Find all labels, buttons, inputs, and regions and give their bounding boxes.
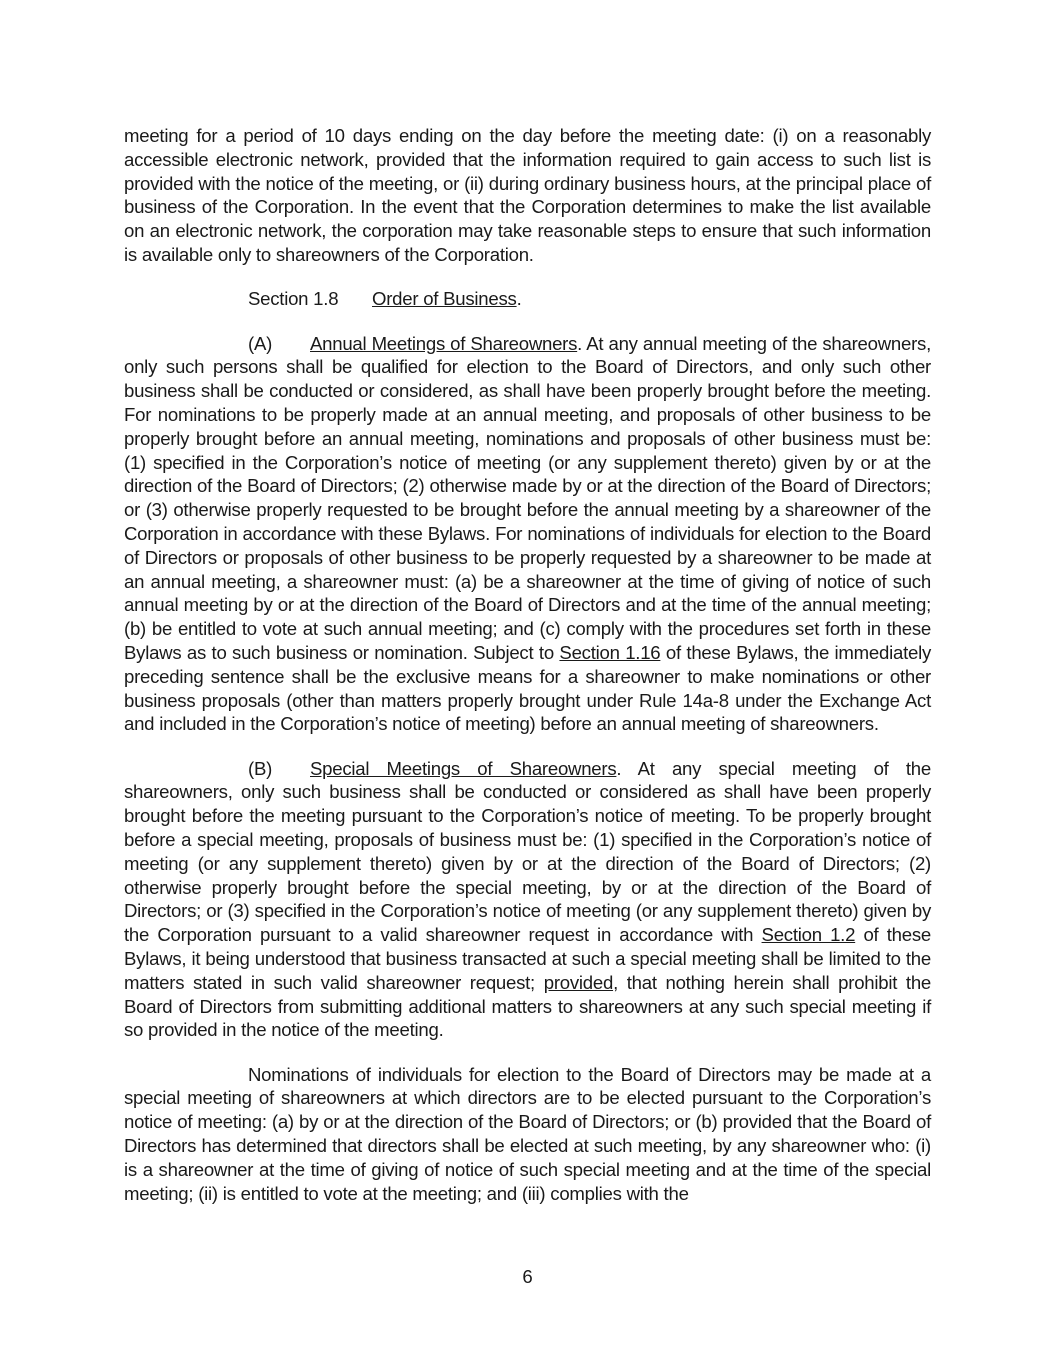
sub-title-b-punct: . bbox=[616, 757, 622, 779]
document-page bbox=[124, 124, 931, 1226]
sub-label-a: (A) bbox=[248, 332, 273, 354]
sub-label-b: (B) bbox=[248, 757, 273, 779]
sub-title-a-punct: . bbox=[577, 332, 583, 354]
sub-title-special-meetings: Special Meetings of Shareowners bbox=[310, 757, 617, 779]
paragraph-special-meetings bbox=[124, 757, 931, 1043]
paragraph-nominations: Nominations of individuals for election to the Board of Directors may be made at a special meeting of shareowners at which directors are to be elected pursuant to the Corporation’s notice of meeting: (a) by or at the direction of the Board of Directors; or (b) provided that the Board of Directors has determined that directors shall be elected at such meeting, by any shareowner who: (i) is a shareowner at the time of giving of notice of such special meeting and at the time of the special meeting; (ii) is entitled to vote at the meeting; and (iii) complies with the bbox=[124, 1063, 931, 1204]
section-title-punct: . bbox=[516, 288, 522, 310]
section-title: Order of Business bbox=[372, 288, 517, 310]
sub-title-annual-meetings: Annual Meetings of Shareowners bbox=[310, 332, 578, 354]
special-text-2: of these Bylaws, it being understood that business transacted at such a special meeting shall be limited to the matters stated in such valid shareowner request; bbox=[124, 924, 931, 993]
annual-text-1: At any annual meeting of the shareowners, only such persons shall be qualified for election to the Board of Directors, and only such other business shall be conducted or considered, as shall have been properly brought before the meeting. For nominations to be properly made at an annual meeting, and proposals of other business to be properly brought before an annual meeting, nominations and proposals of other business must be: (1) specified in the Corporation’s notice of meeting (or any supplement thereto) given by or at the direction of the Board of Directors; (2) otherwise made by or at the direction of the Board of Directors; or (3) otherwise properly requested to be brought before the annual meeting by a shareowner of the Corporation in accordance with these Bylaws. For nominations of individuals for election to the Board of Directors or proposals of other business to be properly requested by a shareowner to be made at an annual meeting, a shareowner must: (a) be a shareowner at the time of giving of notice of such annual meeting by or at the direction of the Board of Directors and at the time of the annual meeting; (b) be entitled to vote at such annual meeting; and (c) comply with the procedures set forth in these Bylaws as to such business or nomination. Subject to bbox=[124, 332, 932, 663]
paragraph-annual-meetings bbox=[124, 332, 931, 737]
page-number: 6 bbox=[522, 1266, 533, 1287]
section-number: Section 1.8 bbox=[248, 288, 339, 310]
section-1-2-reference: Section 1.2 bbox=[761, 924, 856, 946]
section-1-16-reference: Section 1.16 bbox=[559, 641, 661, 663]
special-text-1: At any special meeting of the shareowners, only such business shall be conducted or considered as shall have been properly brought before the meeting pursuant to the Corporation’s notice of meeting. To be properly brought before a special meeting, proposals of business must be: (1) specified in the Corporation’s notice of meeting (or any supplement thereto) given by or at the direction of the Board of Directors; (2) otherwise properly brought before the special meeting, by or at the direction of the Board of Directors; or (3) specified in the Corporation’s notice of meeting (or any supplement thereto) given by the Corporation pursuant to a valid shareowner request in accordance with bbox=[124, 757, 931, 946]
paragraph-list-availability: meeting for a period of 10 days ending on the day before the meeting date: (i) on a reasonably accessible electronic network, provided that the information required to gain access to such list is provided with the notice of the meeting, or (ii) during ordinary business hours, at the principal place of business of the Corporation. In the event that the Corporation determines to make the list available on an electronic network, the corporation may take reasonable steps to ensure that such information is available only to shareowners of the Corporation. bbox=[124, 125, 931, 265]
annual-text-2: of these Bylaws, the immediately preceding sentence shall be the exclusive means for a shareowner to make nominations or other business proposals (other than matters properly brought under Rule 14a-8 under the Exchange Act and included in the Corporation’s notice of meeting) before an annual meeting of shareowners. bbox=[124, 641, 932, 735]
section-heading bbox=[124, 287, 931, 311]
special-text-3: , that nothing herein shall prohibit the Board of Directors from submitting additional matters to shareowners at any such special meeting if so provided in the notice of the meeting. bbox=[124, 971, 932, 1041]
provided-term: provided bbox=[543, 971, 614, 993]
